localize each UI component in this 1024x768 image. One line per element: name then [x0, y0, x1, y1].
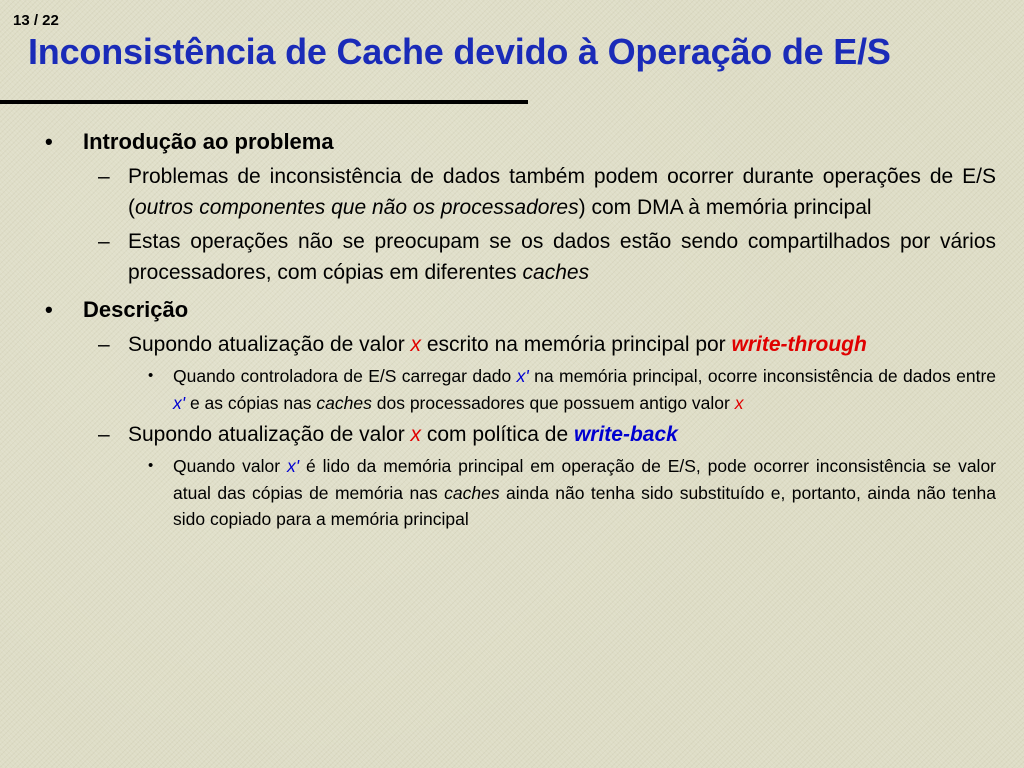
descricao-item-1-sub — [0, 363, 1024, 416]
descricao-item-1 — [0, 329, 1024, 360]
dash-marker: – — [98, 230, 110, 253]
policy-write-back: write-back — [573, 423, 678, 446]
dash-marker: – — [98, 423, 110, 446]
bullet-intro — [0, 126, 1024, 158]
policy-write-through: write-through — [731, 333, 867, 356]
text-fragment: Quando valor — [173, 456, 288, 476]
slide-content — [0, 126, 1024, 533]
text-fragment: escrito na memória principal por — [421, 333, 732, 356]
intro-item-1 — [0, 161, 1024, 223]
bullet-marker: • — [45, 129, 53, 154]
variable-x: x — [410, 333, 422, 356]
variable-x-prime: x' — [173, 392, 186, 413]
text-fragment: ainda não tenha sido substituído e, portanto, ainda não tenha sido copiado para a memória principal — [173, 482, 997, 529]
text-fragment: dos processadores que possuem antigo valor — [371, 392, 735, 413]
text-fragment: na memória principal, ocorre inconsistência de dados entre — [528, 366, 997, 386]
text-fragment: Estas operações não se preocupam se os dados estão sendo compartilhados por vários processadores, com cópias em diferentes — [128, 230, 996, 284]
intro-item-2 — [0, 226, 1024, 288]
text-fragment: Problemas de inconsistência de dados também podem ocorrer durante operações de E/S ( — [128, 165, 996, 219]
text-fragment: Quando controladora de E/S carregar dado — [173, 366, 517, 386]
text-fragment: Supondo atualização de valor — [128, 423, 411, 446]
intro-heading: Introdução ao problema — [83, 129, 334, 154]
text-fragment: ) com DMA à memória principal — [578, 196, 872, 219]
bullet-marker: • — [148, 457, 154, 474]
italic-fragment: caches — [522, 261, 590, 284]
descricao-heading: Descrição — [83, 297, 189, 322]
bullet-descricao — [0, 294, 1024, 326]
dash-marker: – — [98, 333, 110, 356]
text-fragment: com política de — [421, 423, 574, 446]
variable-x: x — [410, 423, 422, 446]
text-fragment: e as cópias nas — [185, 392, 317, 413]
italic-fragment: caches — [316, 392, 372, 413]
variable-x-prime: x' — [516, 366, 529, 386]
dash-marker: – — [98, 165, 110, 188]
bullet-marker: • — [45, 297, 53, 322]
text-fragment: é lido da memória principal em operação de E/S, pode ocorrer inconsistência se valor atual das cópias de memória nas — [173, 456, 997, 503]
bullet-marker: • — [148, 367, 154, 384]
text-fragment: Supondo atualização de valor — [128, 333, 411, 356]
title-underline — [0, 100, 528, 104]
italic-fragment: outros componentes que não os processadores — [135, 196, 579, 219]
variable-x: x — [734, 392, 744, 413]
slide-title: Inconsistência de Cache devido à Operação de E/S — [28, 31, 891, 72]
descricao-item-2-sub — [0, 453, 1024, 533]
variable-x-prime: x' — [287, 456, 300, 476]
page-counter: 13 / 22 — [13, 12, 59, 29]
descricao-item-2 — [0, 419, 1024, 450]
italic-fragment: caches — [444, 482, 500, 503]
